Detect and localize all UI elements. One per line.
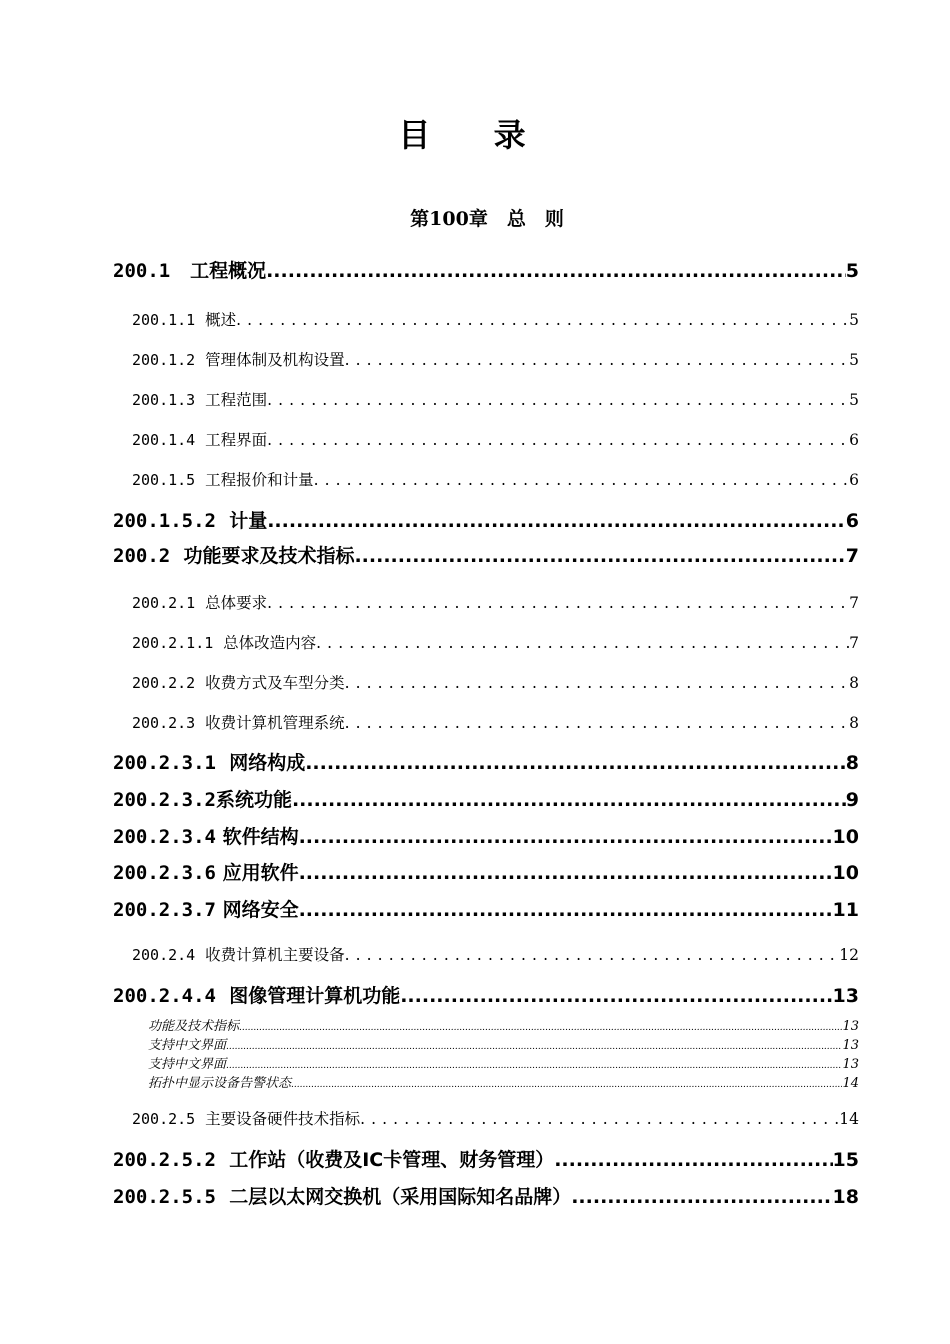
toc-entry-number: 200.2.3.4 bbox=[113, 826, 216, 848]
toc-entry-page: 12 bbox=[839, 946, 859, 964]
toc-entry[interactable] bbox=[113, 981, 859, 1008]
toc-entry[interactable] bbox=[113, 895, 859, 922]
toc-entry[interactable] bbox=[132, 631, 859, 653]
toc-entry-page: 5 bbox=[849, 391, 859, 409]
toc-entry-title: 支持中文界面 bbox=[148, 1057, 227, 1072]
toc-entry-number: 200.2.4.4 bbox=[113, 985, 216, 1007]
toc-entry-page: 10 bbox=[832, 826, 859, 848]
toc-entry-title: 图像管理计算机功能 bbox=[229, 985, 401, 1007]
toc-entry-number: 200.2.4 bbox=[132, 946, 196, 964]
toc-entry-separator bbox=[216, 826, 223, 848]
toc-entry-separator bbox=[195, 431, 205, 449]
toc-entry-title: 拓扑中显示设备告警状态 bbox=[148, 1076, 292, 1091]
toc-entry-title: 工程报价和计量 bbox=[205, 471, 314, 489]
toc-entry-page: 11 bbox=[832, 899, 859, 921]
toc-entry-separator bbox=[213, 634, 223, 652]
toc-entry-page: 6 bbox=[845, 510, 859, 532]
toc-entry[interactable] bbox=[132, 348, 859, 370]
dot-leader bbox=[345, 714, 850, 732]
toc-entry[interactable] bbox=[113, 822, 859, 849]
toc-entry-title: 网络构成 bbox=[229, 752, 306, 774]
dot-leader bbox=[291, 1076, 842, 1091]
toc-entry-page: 13 bbox=[842, 1019, 859, 1034]
dot-leader bbox=[400, 985, 832, 1007]
toc-entry[interactable] bbox=[113, 785, 859, 812]
dot-leader bbox=[266, 260, 846, 282]
toc-entry-page: 5 bbox=[849, 311, 859, 329]
dot-leader bbox=[299, 862, 833, 884]
toc-entry-separator bbox=[216, 1149, 229, 1171]
toc-entry-title: 工作站（收费及IC卡管理、财务管理） bbox=[229, 1149, 555, 1171]
toc-entry-number: 200.2.3 bbox=[132, 714, 196, 732]
toc-entry-page: 7 bbox=[845, 545, 859, 567]
toc-entry-page: 7 bbox=[849, 634, 859, 652]
toc-entry-page: 5 bbox=[845, 260, 859, 282]
dot-leader bbox=[292, 789, 846, 811]
dot-leader bbox=[316, 634, 849, 652]
toc-entry-title: 系统功能 bbox=[215, 789, 292, 811]
chapter-heading: 第100章 总 则 bbox=[410, 208, 564, 230]
toc-entry[interactable] bbox=[132, 943, 859, 965]
dot-leader bbox=[299, 899, 833, 921]
toc-entry-page: 9 bbox=[845, 789, 859, 811]
toc-entry-number: 200.1.2 bbox=[132, 351, 196, 369]
toc-entry-separator bbox=[195, 946, 205, 964]
toc-entry-number: 200.1 bbox=[113, 260, 171, 282]
toc-entry-title: 概述 bbox=[205, 311, 237, 329]
dot-leader bbox=[236, 311, 849, 329]
toc-entry-title: 二层以太网交换机（采用国际知名品牌） bbox=[229, 1186, 572, 1208]
toc-entry-title: 软件结构 bbox=[222, 826, 299, 848]
toc-entry[interactable] bbox=[132, 308, 859, 330]
dot-leader bbox=[554, 1149, 832, 1171]
toc-entry-separator bbox=[216, 899, 223, 921]
toc-entry[interactable] bbox=[113, 748, 859, 775]
toc-entry[interactable] bbox=[132, 1107, 859, 1129]
toc-entry-page: 10 bbox=[832, 862, 859, 884]
dot-leader bbox=[267, 391, 849, 409]
toc-entry-number: 200.1.1 bbox=[132, 311, 196, 329]
toc-entry-page: 15 bbox=[832, 1149, 859, 1171]
toc-entry-number: 200.1.5.2 bbox=[113, 510, 216, 532]
toc-entry-number: 200.2.5.2 bbox=[113, 1149, 216, 1171]
toc-entry-number: 200.2 bbox=[113, 545, 171, 567]
toc-entry-separator bbox=[216, 985, 229, 1007]
dot-leader bbox=[571, 1186, 832, 1208]
toc-entry-page: 6 bbox=[849, 431, 859, 449]
dot-leader bbox=[267, 431, 849, 449]
toc-entry-page: 13 bbox=[832, 985, 859, 1007]
toc-entry[interactable] bbox=[113, 1145, 859, 1172]
toc-entry-title: 功能要求及技术指标 bbox=[183, 545, 355, 567]
dot-leader bbox=[305, 752, 846, 774]
toc-entry-page: 13 bbox=[842, 1057, 859, 1072]
toc-entry-page: 8 bbox=[849, 714, 859, 732]
toc-entry-number: 200.2.5.5 bbox=[113, 1186, 216, 1208]
toc-entry-page: 14 bbox=[842, 1076, 859, 1091]
toc-entry-title: 总体要求 bbox=[205, 594, 268, 612]
dot-leader bbox=[360, 1110, 839, 1128]
dot-leader bbox=[354, 545, 845, 567]
toc-entry-page: 18 bbox=[832, 1186, 859, 1208]
toc-entry-title: 管理体制及机构设置 bbox=[205, 351, 345, 369]
toc-entry[interactable] bbox=[132, 428, 859, 450]
toc-entry-page: 5 bbox=[849, 351, 859, 369]
dot-leader bbox=[226, 1057, 842, 1072]
toc-entry[interactable] bbox=[113, 541, 859, 568]
toc-entry-number: 200.2.2 bbox=[132, 674, 196, 692]
toc-entry[interactable] bbox=[113, 858, 859, 885]
dot-leader bbox=[345, 674, 850, 692]
toc-entry-title: 收费方式及车型分类 bbox=[205, 674, 345, 692]
toc-entry[interactable] bbox=[148, 1034, 859, 1053]
toc-entry[interactable] bbox=[113, 1182, 859, 1209]
toc-entry-number: 200.2.3.1 bbox=[113, 752, 216, 774]
toc-entry[interactable] bbox=[113, 256, 859, 283]
toc-entry-number: 200.2.3.2 bbox=[113, 789, 216, 811]
toc-entry[interactable] bbox=[132, 591, 859, 613]
toc-entry-title: 支持中文界面 bbox=[148, 1038, 227, 1053]
dot-leader bbox=[345, 351, 850, 369]
toc-entry[interactable] bbox=[113, 506, 859, 533]
dot-leader bbox=[299, 826, 833, 848]
dot-leader bbox=[239, 1019, 842, 1034]
toc-entry-title: 收费计算机主要设备 bbox=[205, 946, 345, 964]
toc-entry-title: 工程界面 bbox=[205, 431, 268, 449]
toc-entry-number: 200.2.1 bbox=[132, 594, 196, 612]
toc-entry-separator bbox=[195, 714, 205, 732]
toc-entry-title: 网络安全 bbox=[222, 899, 299, 921]
toc-entry-separator bbox=[195, 391, 205, 409]
toc-entry-page: 6 bbox=[849, 471, 859, 489]
toc-entry-page: 7 bbox=[849, 594, 859, 612]
toc-entry-separator bbox=[216, 752, 229, 774]
toc-entry-separator bbox=[195, 1110, 205, 1128]
toc-entry[interactable] bbox=[148, 1072, 859, 1091]
toc-entry-separator bbox=[195, 594, 205, 612]
toc-entry-number: 200.1.3 bbox=[132, 391, 196, 409]
toc-entry-number: 200.2.5 bbox=[132, 1110, 196, 1128]
toc-entry-separator bbox=[216, 1186, 229, 1208]
toc-entry-title: 功能及技术指标 bbox=[148, 1019, 240, 1034]
dot-leader bbox=[226, 1038, 842, 1053]
toc-entry[interactable] bbox=[148, 1015, 859, 1034]
toc-entry-page: 13 bbox=[842, 1038, 859, 1053]
toc-entry-number: 200.2.1.1 bbox=[132, 634, 214, 652]
toc-entry-page: 8 bbox=[849, 674, 859, 692]
toc-entry-separator bbox=[195, 351, 205, 369]
toc-entry-number: 200.2.3.7 bbox=[113, 899, 216, 921]
toc-entry-page: 14 bbox=[839, 1110, 859, 1128]
toc-entry-title: 计量 bbox=[229, 510, 268, 532]
toc-entry[interactable] bbox=[132, 388, 859, 410]
toc-entry-title: 总体改造内容 bbox=[223, 634, 317, 652]
dot-leader bbox=[267, 594, 849, 612]
toc-entry[interactable] bbox=[132, 468, 859, 490]
toc-entry-separator bbox=[216, 510, 229, 532]
toc-entry-separator bbox=[195, 674, 205, 692]
toc-entry-number: 200.2.3.6 bbox=[113, 862, 216, 884]
toc-entry-separator bbox=[216, 862, 223, 884]
toc-entry-separator bbox=[170, 260, 190, 282]
toc-entry[interactable] bbox=[132, 671, 859, 693]
toc-entry-title: 工程概况 bbox=[190, 260, 267, 282]
toc-entry-number: 200.1.4 bbox=[132, 431, 196, 449]
toc-entry-separator bbox=[195, 311, 205, 329]
toc-entry-title: 收费计算机管理系统 bbox=[205, 714, 345, 732]
toc-entry[interactable] bbox=[148, 1053, 859, 1072]
toc-entry-page: 8 bbox=[845, 752, 859, 774]
dot-leader bbox=[267, 510, 846, 532]
toc-entry-number: 200.1.5 bbox=[132, 471, 196, 489]
toc-entry-title: 主要设备硬件技术指标 bbox=[205, 1110, 361, 1128]
toc-entry-separator bbox=[170, 545, 183, 567]
document-title: 目 录 bbox=[398, 116, 552, 154]
dot-leader bbox=[314, 471, 850, 489]
toc-entry-separator bbox=[195, 471, 205, 489]
toc-entry[interactable] bbox=[132, 711, 859, 733]
toc-entry-title: 工程范围 bbox=[205, 391, 268, 409]
toc-entry-title: 应用软件 bbox=[222, 862, 299, 884]
dot-leader bbox=[345, 946, 840, 964]
